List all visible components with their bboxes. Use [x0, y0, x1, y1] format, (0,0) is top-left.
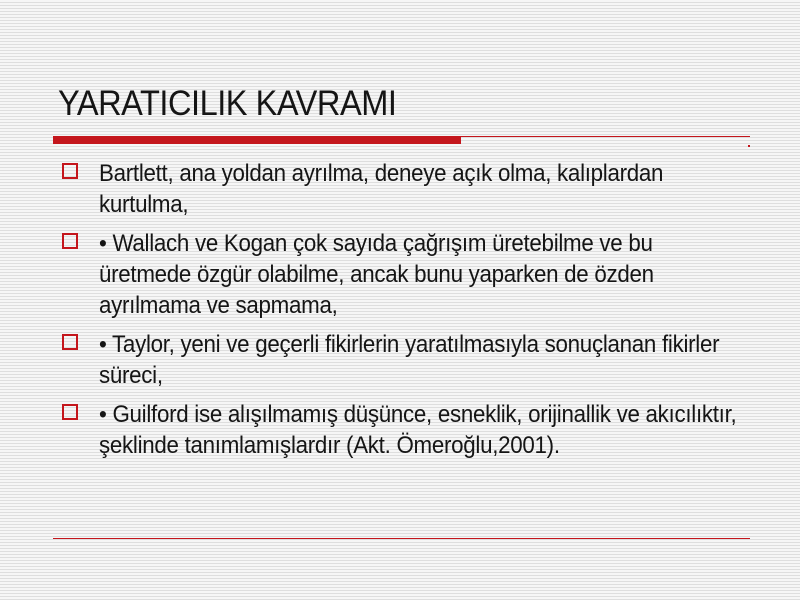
bullet-item-taylor [62, 329, 752, 391]
bullet-text: Bartlett, ana yoldan ayrılma, deneye açık olma, kalıplardan kurtulma, [99, 160, 664, 218]
hollow-square-bullet-icon [62, 404, 78, 420]
bullet-item-wallach-kogan [62, 228, 752, 321]
hollow-square-bullet-icon [62, 163, 78, 179]
bullet-text: • Guilford ise alışılmamış düşünce, esneklik, orijinallik ve akıcılıktır, şeklinde tanımlamışlardır (Akt. Ömeroğlu,2001). [99, 401, 737, 459]
bullet-list [62, 158, 752, 469]
slide-title: YARATICILIK KAVRAMI [58, 84, 397, 123]
title-underline-thick [53, 136, 461, 144]
hollow-square-bullet-icon [62, 233, 78, 249]
footer-rule [53, 538, 750, 539]
bullet-item-guilford [62, 399, 752, 461]
bullet-text: • Taylor, yeni ve geçerli fikirlerin yaratılmasıyla sonuçlanan fikirler süreci, [99, 331, 720, 389]
bullet-item-bartlett [62, 158, 752, 220]
hollow-square-bullet-icon [62, 334, 78, 350]
title-underline-end-mark [748, 145, 750, 147]
bullet-text: • Wallach ve Kogan çok sayıda çağrışım üretebilme ve bu üretmede özgür olabilme, ancak bunu yaparken de özden ayrılmama ve sapmama, [99, 230, 654, 319]
